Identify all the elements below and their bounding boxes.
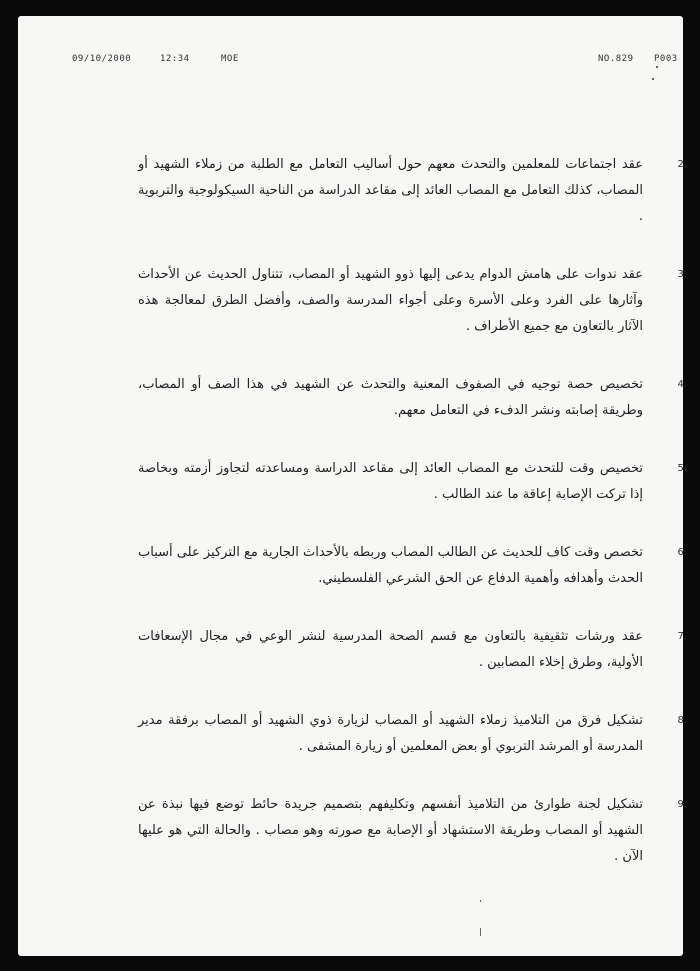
item-text: تخصيص وقت للتحدث مع المصاب العائد إلى مقاعد الدراسة ومساعدته لتجاوز أزمته وبخاصة إذا تركت الإصابة إعاقة ما عند الطالب . <box>138 461 643 502</box>
item-list <box>138 152 687 902</box>
fax-header <box>18 54 683 68</box>
list-item <box>138 456 687 508</box>
list-item <box>138 792 687 870</box>
list-item <box>138 708 687 760</box>
list-item <box>138 372 687 424</box>
fax-date: 09/10/2000 <box>72 54 132 64</box>
item-number: 7. <box>677 631 687 642</box>
item-number: 3. <box>677 269 687 280</box>
item-text: عقد اجتماعات للمعلمين والتحدث معهم حول أساليب التعامل مع الطلبة من زملاء الشهيد أو المصاب، كذلك التعامل مع المصاب العائد إلى مقاعد الدراسة من الناحية السيكولوجية والتربوية . <box>138 157 643 224</box>
item-number: 8. <box>677 715 687 726</box>
item-number: 4. <box>677 379 687 390</box>
scan-speck <box>652 78 654 80</box>
item-text: عقد ندوات على هامش الدوام يدعى إليها ذوو الشهيد أو المصاب، تتناول الحديث عن الأحداث وآثارها على الفرد وعلى الأسرة وعلى أجواء المدرسة والصف، وأفضل الطرق لمعالجة هذه الآثار بالتعاون مع جميع الأطراف . <box>138 267 643 334</box>
fax-time: 12:34 <box>160 54 190 64</box>
fax-sender: MOE <box>221 54 239 64</box>
item-text: تشكيل لجنة طوارئ من التلاميذ أنفسهم وتكليفهم بتصميم جريدة حائط توضع فيها نبذة عن الشهيد أو المصاب وطريقة الاستشهاد أو الإصابة مع صورته وهو مصاب . والحالة التي هو عليها الآن . <box>138 797 643 864</box>
list-item <box>138 624 687 676</box>
item-text: تخصيص حصة توجيه في الصفوف المعنية والتحدث عن الشهيد في هذا الصف أو المصاب، وطريقة إصابته ونشر الدفء في التعامل معهم. <box>138 377 643 418</box>
item-text: عقد ورشات تثقيفية بالتعاون مع قسم الصحة المدرسية لنشر الوعي في مجال الإسعافات الأولية، وطرق إخلاء المصابين . <box>138 629 643 670</box>
scan-mark <box>480 928 481 936</box>
list-item <box>138 540 687 592</box>
scan-mark <box>480 900 481 902</box>
document-page <box>18 16 687 956</box>
item-number: 9. <box>677 799 687 810</box>
item-number: 5. <box>677 463 687 474</box>
list-item <box>138 152 687 230</box>
item-number: 6. <box>677 547 687 558</box>
fax-page: P003 <box>654 54 678 64</box>
fax-number: NO.829 <box>598 54 634 64</box>
list-item <box>138 262 687 340</box>
scan-speck <box>656 66 658 68</box>
item-number: 2. <box>677 159 687 170</box>
item-text: تشكيل فرق من التلاميذ زملاء الشهيد أو المصاب لزيارة ذوي الشهيد أو المصاب برفقة مدير المدرسة أو المرشد التربوي أو بعض المعلمين أو زيارة المشفى . <box>138 713 643 754</box>
item-text: تخصص وقت كاف للحديث عن الطالب المصاب وربطه بالأحداث الجارية مع التركيز على أسباب الحدث وأهدافه وأهمية الدفاع عن الحق الشرعي الفلسطيني. <box>138 545 643 586</box>
